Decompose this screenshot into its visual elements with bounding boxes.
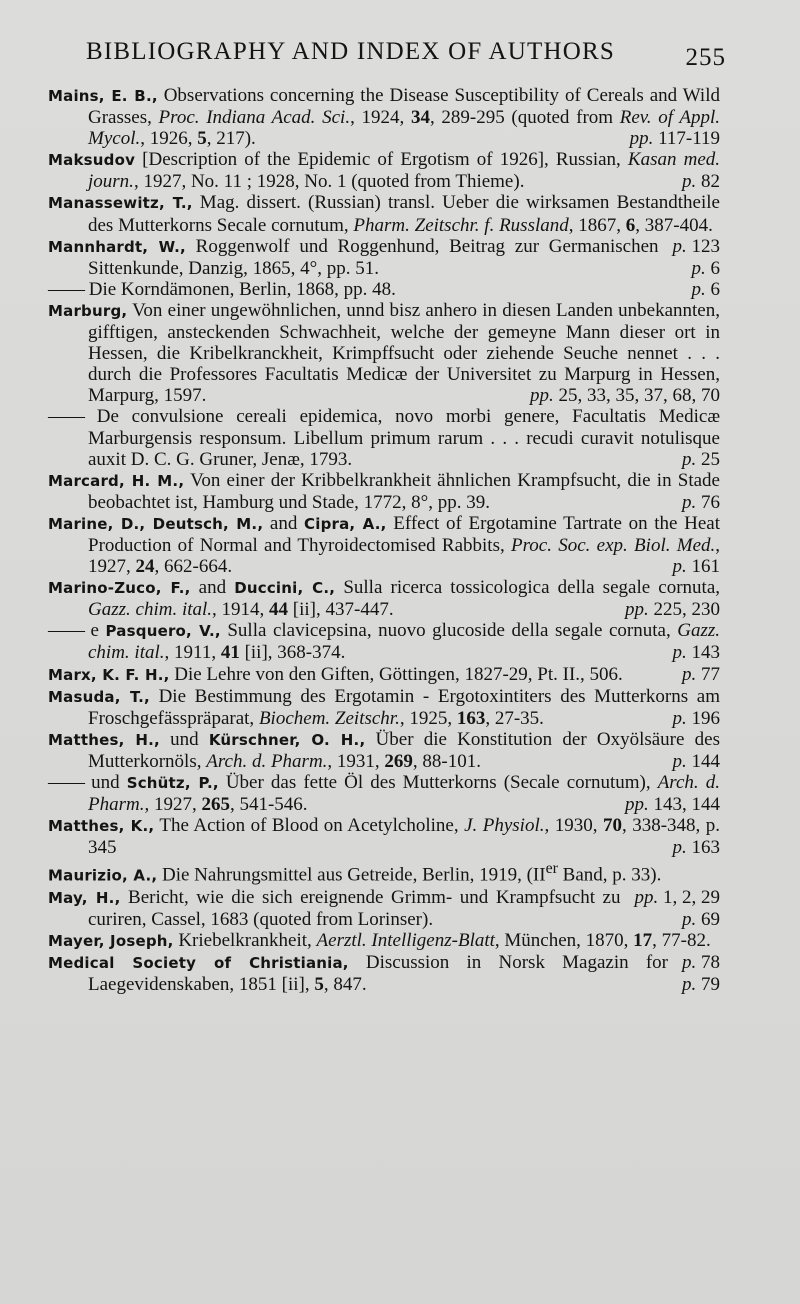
entry-text: Von einer der Kribbelkrankheit ähnlichen Krampfsucht, die in Stade beobachtet ist, Hamburg und Stade, 1772, 8°, pp. 39.	[88, 469, 720, 513]
entry-author: Marburg,	[48, 301, 128, 320]
entry-author: Marx, K. F. H.,	[48, 665, 170, 684]
bibliography-entry	[48, 620, 720, 663]
page-reference	[678, 258, 721, 279]
page-ref-prefix: p.	[672, 556, 687, 578]
bibliography-entry	[48, 300, 720, 406]
journal-title: Arch. d. Pharm.	[206, 750, 328, 772]
page-ref-numbers: 163	[686, 837, 720, 859]
journal-title: Rev. of Appl. Mycol.	[88, 107, 720, 150]
page-ref-numbers: 6	[705, 257, 720, 279]
entry-text: De convulsione cereali epidemica, novo morbi genere, Facultatis Medicæ Marburgensis responsum. Libellum primum rarum . . . recudi curavit notulisque auxit D. C. G. Gruner, Jenæ, 1793.	[84, 406, 720, 470]
journal-title: Gazz. chim. ital.	[88, 599, 213, 621]
page-reference	[668, 952, 720, 973]
entry-coauthor: Pasquero, V.,	[105, 622, 221, 641]
entry-author: Matthes, H.,	[48, 730, 160, 749]
page-ref-prefix: pp.	[625, 599, 649, 621]
entry-text: , 1927,	[144, 794, 202, 816]
entry-text: [ii], 368-374.	[239, 642, 346, 664]
volume-number: 17	[633, 929, 653, 951]
bibliography-entry	[48, 236, 720, 279]
page-title: BIBLIOGRAPHY AND INDEX OF AUTHORS	[86, 38, 615, 65]
entry-author: Maurizio, A.,	[48, 866, 158, 885]
entry-text: , 88-101.	[412, 750, 481, 772]
entry-text: , 1925,	[399, 707, 457, 729]
entry-text: , 387-404.	[635, 214, 713, 236]
entry-text: Kriebelkrankheit,	[173, 929, 317, 951]
page-ref-prefix: p.	[682, 171, 697, 193]
page-ref-prefix: p.	[672, 235, 687, 257]
journal-title: Gazz. chim. ital.	[88, 620, 721, 664]
page-reference	[516, 385, 720, 406]
page-ref-prefix: p.	[672, 707, 687, 729]
page-reference	[659, 751, 721, 772]
journal-title: Pharm. Zeitschr. f. Russland	[353, 214, 569, 236]
page-ref-prefix: p.	[682, 952, 697, 974]
bibliography-entry	[48, 470, 720, 513]
repeat-author-dash: ——	[48, 278, 84, 300]
entry-text: The Action of Blood on Acetylcholine,	[154, 815, 465, 837]
page-reference	[621, 887, 721, 908]
entry-author: Medical Society of Christiania,	[48, 954, 349, 973]
entry-text: [Description of the Epidemic of Ergotism of 1926], Russian,	[135, 149, 628, 171]
page-reference	[668, 664, 720, 685]
entry-text: , 1924,	[350, 107, 411, 129]
entry-text: , 541-546.	[229, 794, 308, 816]
entry-text: Die Nahrungsmittel aus Getreide, Berlin, 1919, (II	[157, 864, 546, 886]
entry-author: Maksudov	[48, 151, 136, 170]
page-ref-numbers: 196	[686, 707, 720, 729]
entry-text: Die Lehre von den Giften, Göttingen, 1827-29, Pt. II., 506.	[169, 663, 623, 685]
page-ref-prefix: pp.	[530, 385, 554, 407]
page-ref-numbers: 82	[696, 171, 720, 193]
volume-number: 265	[201, 794, 230, 816]
entry-text: , 1927,	[88, 534, 720, 578]
page-ref-numbers: 76	[696, 491, 720, 513]
entry-text: , 338-348, p. 345	[88, 815, 720, 859]
entry-text: Über die Konstitution der Oxyölsäure des Mutterkornöls,	[88, 728, 720, 772]
entry-text: , München, 1870,	[494, 929, 634, 951]
volume-number: 44	[269, 599, 289, 621]
journal-title: Proc. Soc. exp. Biol. Med.	[510, 534, 716, 556]
bibliography-entry	[48, 664, 720, 686]
entry-text: [ii], 437-447.	[288, 599, 394, 621]
entry-author: Marine, D., Deutsch, M.,	[48, 514, 264, 533]
entry-text: Band, p. 33).	[557, 864, 662, 886]
page-ref-numbers: 79	[696, 974, 720, 996]
page-reference	[668, 909, 720, 930]
page-ref-numbers: 117-119	[653, 128, 720, 150]
page-ref-prefix: p.	[672, 750, 687, 772]
repeat-author-dash: ——	[48, 406, 84, 428]
volume-number: 269	[384, 750, 413, 772]
page-ref-prefix: pp.	[634, 886, 659, 908]
journal-title: Proc. Indiana Acad. Sci.	[158, 107, 351, 129]
entry-text: Observations concerning the Disease Susceptibility of Cereals and Wild Grasses,	[88, 85, 720, 129]
volume-number: 70	[602, 815, 622, 837]
entry-text: Sulla clavicepsina, nuovo glucoside della segale cornuta,	[220, 620, 678, 642]
entry-text: , 289-295 (quoted from	[429, 107, 620, 129]
page-ref-numbers: 78	[696, 952, 720, 974]
entry-text: Sulla ricerca tossicologica della segale cornuta,	[335, 577, 721, 599]
volume-number: 34	[410, 107, 430, 129]
entry-author: Manassewitz, T.,	[48, 194, 193, 213]
author-connector: and	[190, 577, 235, 599]
entry-text: , 1911,	[164, 642, 221, 664]
entry-author: Mannhardt, W.,	[48, 237, 186, 256]
page-ref-numbers: 25, 33, 35, 37, 68, 70	[553, 385, 720, 407]
bibliography-entry	[48, 952, 720, 995]
page-ref-prefix: p.	[672, 837, 687, 859]
author-connector: and	[263, 512, 305, 534]
entry-text: Die Bestimmung des Ergotamin - Ergotoxintiters des Mutterkorns am Froschgefässpräparat,	[88, 685, 720, 729]
bibliography-list	[48, 85, 720, 995]
page-ref-numbers: 123	[686, 235, 720, 257]
page-ref-prefix: p.	[682, 663, 697, 685]
entry-author: Matthes, K.,	[48, 817, 155, 836]
page-ref-prefix: p.	[682, 908, 697, 930]
entry-text: , 1930,	[544, 815, 603, 837]
entry-coauthor: Cipra, A.,	[304, 514, 387, 533]
page-reference	[668, 974, 720, 995]
entry-coauthor: Kürschner, O. H.,	[208, 730, 366, 749]
entry-text: Bericht, wie die sich ereignende Grimm- und Krampfsucht zu curiren, Cassel, 1683 (quoted from Lorinser).	[88, 886, 621, 930]
bibliography-entry	[48, 686, 720, 729]
journal-title: Kasan med. journ.	[88, 149, 720, 193]
entry-text: Effect of Ergotamine Tartrate on the Heat Production of Normal and Thyroidectomised Rabbits,	[88, 512, 720, 556]
page-ref-numbers: 6	[705, 278, 720, 300]
page-reference	[659, 642, 721, 663]
volume-number: 5	[314, 974, 324, 996]
page-ref-prefix: p.	[691, 257, 706, 279]
entry-text: , 1927, No. 11 ; 1928, No. 1 (quoted from Thieme).	[133, 171, 525, 193]
page-ref-numbers: 144	[686, 750, 720, 772]
page-ref-prefix: pp.	[625, 794, 649, 816]
entry-text: Von einer ungewöhnlichen, unnd bisz anhero in diesen Landen unbekannten, gifftigen, ansteckenden Schwachheit, welche der gemeyne Mann dieser ort in Hessen, die Kribelkranckheit, Krimpffsucht oder ziehende Seuche nennet . . . durch die Professores Facultatis Medicæ der Universitet zu Marpurg in Hessen, Marpurg, 1597.	[88, 299, 720, 407]
entry-text: , 662-664.	[154, 556, 233, 578]
volume-number: 5	[197, 128, 207, 150]
page-reference	[616, 128, 720, 149]
bibliography-entry	[48, 577, 720, 620]
page-reference	[611, 794, 720, 815]
page-ref-numbers: 1, 2, 29	[658, 886, 720, 908]
author-connector: und	[84, 772, 127, 793]
entry-text: , 1931,	[327, 750, 385, 772]
volume-number: 41	[220, 642, 240, 664]
entry-author: Marcard, H. M.,	[48, 471, 185, 490]
page-ref-numbers: 143	[686, 642, 720, 664]
bibliography-entry	[48, 887, 720, 930]
page-reference	[659, 556, 721, 577]
author-connector: und	[159, 728, 209, 750]
page-ref-numbers: 69	[696, 908, 720, 930]
entry-author: Mayer, Joseph,	[48, 931, 174, 950]
entry-text: , 77-82.	[652, 929, 711, 951]
volume-number: 163	[456, 707, 486, 729]
entry-text: , 1926,	[140, 128, 198, 150]
bibliography-entry	[48, 815, 720, 858]
page-ref-numbers: 225, 230	[648, 599, 720, 621]
bibliography-entry	[48, 513, 720, 577]
page-ref-numbers: 161	[686, 556, 720, 578]
bibliography-entry	[48, 149, 720, 192]
volume-number: 24	[135, 556, 155, 578]
entry-text: Mag. dissert. (Russian) transl. Ueber die wirksamen Bestandtheile des Mutterkorns Secale cornutum,	[88, 192, 720, 236]
page-reference	[668, 492, 720, 513]
page-reference	[659, 837, 721, 858]
author-connector: e	[84, 620, 106, 642]
entry-author: Mains, E. B.,	[48, 87, 158, 105]
journal-title: J. Physiol.	[464, 815, 545, 837]
repeat-author-dash: ——	[48, 772, 84, 793]
page-ref-prefix: p.	[682, 974, 697, 996]
entry-text: Über das fette Öl des Mutterkorns (Secale cornutum),	[218, 772, 658, 793]
page-reference	[668, 171, 720, 192]
page-ref-numbers: 77	[696, 663, 720, 685]
page-number: 255	[685, 44, 726, 71]
page-reference	[668, 449, 720, 470]
entry-author: Masuda, T.,	[48, 687, 150, 706]
entry-text: , 217).	[206, 128, 256, 150]
entry-text: Roggenwolf und Roggenhund, Beitrag zur Germanischen Sittenkunde, Danzig, 1865, 4°, pp. 51.	[88, 235, 659, 279]
entry-text: , 847.	[323, 974, 367, 996]
page-ref-prefix: p.	[682, 491, 697, 513]
page-ref-prefix: p.	[691, 278, 706, 300]
bibliography-entry	[48, 85, 720, 149]
page-ref-prefix: p.	[682, 448, 697, 470]
volume-number: 6	[625, 214, 636, 236]
page-ref-numbers: 143, 144	[648, 794, 720, 816]
page-reference	[659, 236, 721, 257]
bibliography-entry	[48, 279, 720, 300]
page-reference	[659, 708, 721, 729]
entry-text: Die Korndämonen, Berlin, 1868, pp. 48.	[84, 278, 396, 300]
bibliography-entry	[48, 406, 720, 469]
page-ref-numbers: 25	[696, 448, 720, 470]
journal-title: Arch. d. Pharm.	[88, 772, 721, 816]
entry-text: , 1914,	[212, 599, 270, 621]
bibliography-entry	[48, 772, 720, 815]
bibliography-entry	[48, 729, 720, 772]
entry-text: , 1867,	[568, 214, 626, 236]
entry-author: Marino-Zuco, F.,	[48, 579, 191, 598]
entry-coauthor: Duccini, C.,	[234, 579, 336, 598]
entry-text: Discussion in Norsk Magazin for Laegevidenskaben, 1851 [ii],	[88, 952, 668, 996]
page-reference	[611, 599, 720, 620]
page-ref-prefix: pp.	[629, 128, 654, 150]
entry-text: , 27-35.	[485, 707, 544, 729]
entry-text: er	[545, 860, 558, 878]
repeat-author-dash: ——	[48, 620, 84, 642]
entry-author: May, H.,	[48, 888, 121, 907]
running-header	[86, 38, 726, 72]
page-reference	[678, 279, 721, 300]
journal-title: Biochem. Zeitschr.	[258, 707, 400, 729]
page-ref-prefix: p.	[672, 642, 687, 664]
journal-title: Aerztl. Intelligenz-Blatt	[316, 929, 495, 951]
entry-coauthor: Schütz, P.,	[126, 774, 219, 792]
